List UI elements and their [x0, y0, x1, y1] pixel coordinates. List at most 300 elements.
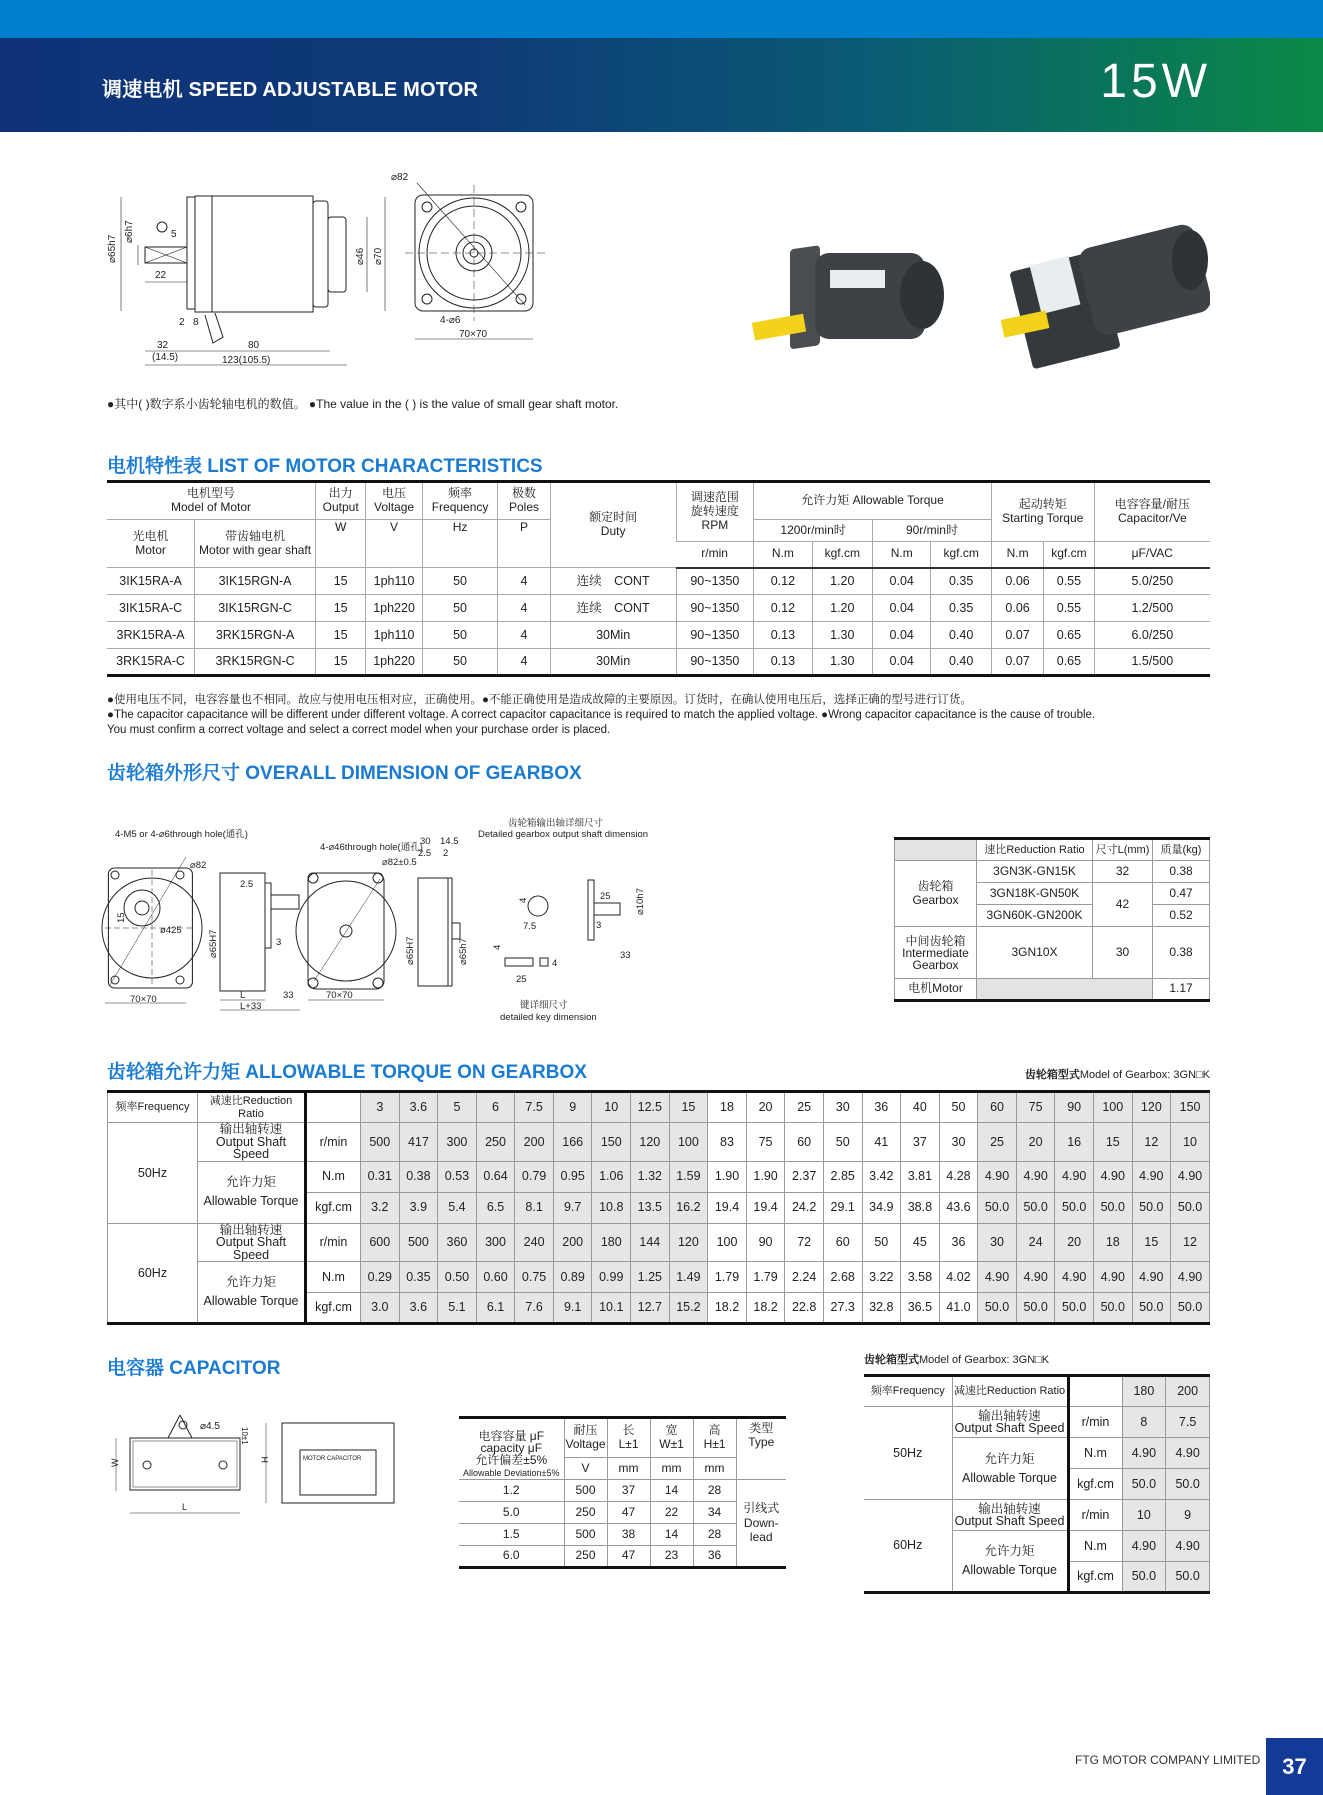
value-cell: 300 [476, 1223, 515, 1262]
table-cell: 0.35 [931, 568, 991, 595]
table-cell: 0.40 [931, 649, 991, 676]
intermediate-label: 中间齿轮箱 Intermediate Gearbox [895, 927, 977, 979]
label-25: 25 [600, 891, 611, 902]
value-cell: 2.37 [785, 1161, 824, 1192]
ratio-header-cell: 15 [669, 1092, 708, 1123]
label-hole1: 4-M5 or 4-⌀6through hole(通孔) [115, 829, 248, 840]
value-cell: 4.90 [1122, 1531, 1166, 1562]
value-cell: 0.29 [361, 1262, 400, 1293]
table-row [108, 1262, 1210, 1293]
table-cell: 0.07 [991, 649, 1043, 676]
header-voltage: 耐压 Voltage [564, 1418, 607, 1458]
table-cell: 15 [316, 568, 366, 595]
table-cell: 3RK15RGN-A [195, 622, 316, 649]
value-cell: 0.64 [476, 1161, 515, 1192]
table-cell: 36 [693, 1546, 736, 1568]
length-cell: 30 [1093, 927, 1153, 979]
mass-cell: 0.52 [1153, 905, 1210, 927]
ratio-header-cell: 30 [823, 1092, 862, 1123]
note-en-1: ●The capacitor capacitance will be different under different voltage. A correct capacitor capacitance is required to match the applied voltage. ●Wrong capacitor capacitance is the cause of trouble. [107, 709, 1096, 721]
header-capacity-text: 电容容量 μF capacity μF 允许偏差±5% [475, 1429, 548, 1467]
value-cell: 30 [978, 1223, 1017, 1262]
allowable-torque-table-extra [864, 1374, 1210, 1594]
ratio-header-cell: 9 [553, 1092, 592, 1123]
header-kg: 质量(kg) [1153, 839, 1210, 861]
value-cell: 4.90 [978, 1161, 1017, 1192]
page-title: 调速电机 SPEED ADJUSTABLE MOTOR [102, 79, 479, 101]
value-cell: 22.8 [785, 1293, 824, 1324]
value-cell: 50.0 [1132, 1293, 1171, 1324]
unit-cell: r/min [1068, 1500, 1122, 1531]
table-cell: 1ph220 [366, 595, 422, 622]
value-cell: 60 [785, 1123, 824, 1162]
table-cell: 50 [422, 622, 498, 649]
label-shaft-en: Detailed gearbox output shaft dimension [478, 829, 649, 840]
header-L: 尺寸L(mm) [1093, 839, 1153, 861]
value-cell: 2.24 [785, 1262, 824, 1293]
label-3b: 3 [596, 920, 602, 931]
table-cell: 500 [564, 1524, 607, 1546]
dim-2: 2 [179, 317, 185, 328]
section-title-capacitor: 电容器 CAPACITOR [107, 1358, 281, 1379]
value-cell: 50.0 [1122, 1562, 1166, 1593]
table-row [108, 1223, 1210, 1262]
value-cell: 29.1 [823, 1192, 862, 1223]
value-cell: 4.90 [1166, 1438, 1210, 1469]
header-duty: 额定时间 Duty [550, 482, 676, 568]
table-row [107, 595, 1210, 622]
unit-cell: N.m [1068, 1438, 1122, 1469]
label-d4-5: ⌀4.5 [200, 1421, 220, 1432]
table-cell: 1ph110 [366, 622, 422, 649]
table-cell: 0.12 [754, 568, 812, 595]
table-cell: 50 [422, 649, 498, 676]
table-row [108, 1123, 1210, 1162]
value-cell: 0.95 [553, 1161, 592, 1192]
motor-drawing-note: ●其中( )数字系小齿轮轴电机的数值。 ●The value in the ( ) is the value of small gear shaft motor. [107, 397, 619, 411]
unit-cell: r/min [306, 1223, 361, 1262]
dim-d65h7: ⌀65h7 [107, 234, 118, 263]
frequency-label: 50Hz [864, 1407, 952, 1500]
value-cell: 120 [631, 1123, 670, 1162]
gearbox-dimension-drawing [100, 815, 880, 1030]
unit-kgfcm: kgf.cm [931, 542, 991, 568]
note-cn: ●使用电压不同，电容容量也不相同。故应与使用电压相对应，正确使用。●不能正确使用是造成故障的主要原因。订货时，在确认使用电压后，选择正确的型号进行订货。 [107, 694, 972, 706]
value-cell: 5.4 [438, 1192, 477, 1223]
table-cell: 47 [607, 1546, 650, 1568]
table-cell: 38 [607, 1524, 650, 1546]
label-key-cn: 键详细尺寸 [520, 1000, 568, 1011]
value-cell: 18.2 [708, 1293, 747, 1324]
value-cell: 83 [708, 1123, 747, 1162]
value-cell: 0.35 [399, 1262, 438, 1293]
label-10: 10±1 [240, 1427, 249, 1445]
mass-cell: 0.38 [1153, 927, 1210, 979]
value-cell: 20 [1055, 1223, 1094, 1262]
flange [187, 197, 195, 309]
value-cell: 1.90 [746, 1161, 785, 1192]
value-cell: 4.90 [1122, 1438, 1166, 1469]
value-cell: 4.90 [1093, 1161, 1132, 1192]
table-cell: 0.40 [931, 622, 991, 649]
table-row [107, 622, 1210, 649]
page-number: 37 [1266, 1738, 1323, 1795]
ratio-cell: 3GN3K-GN15K [977, 861, 1093, 883]
table-cell: 0.12 [754, 595, 812, 622]
value-cell: 90 [746, 1223, 785, 1262]
unit-v: V [564, 1458, 607, 1480]
table-cell: 0.04 [873, 622, 931, 649]
table-cell: 0.35 [931, 595, 991, 622]
unit-w: W [316, 520, 366, 568]
unit-cell: N.m [1068, 1531, 1122, 1562]
table-cell: 3IK15RGN-A [195, 568, 316, 595]
value-cell: 50.0 [1171, 1293, 1210, 1324]
ratio-header-cell: 20 [746, 1092, 785, 1123]
table-cell: 0.55 [1044, 568, 1094, 595]
gear-motor-photo [1001, 222, 1210, 370]
label-w: W [110, 1458, 120, 1467]
ratio-header-cell: 36 [862, 1092, 901, 1123]
table-row [459, 1480, 786, 1502]
value-cell: 9 [1166, 1500, 1210, 1531]
value-cell: 1.49 [669, 1262, 708, 1293]
header-type: 类型 Type [736, 1418, 786, 1480]
section-title-motor-characteristics: 电机特性表 LIST OF MOTOR CHARACTERISTICS [107, 456, 543, 477]
length-cell: 42 [1093, 883, 1153, 927]
table-cell: 0.13 [754, 649, 812, 676]
length-cell: 32 [1093, 861, 1153, 883]
speed-label: 输出轴转速 Output Shaft Speed [952, 1407, 1068, 1438]
table-cell: 0.13 [754, 622, 812, 649]
ratio-header-cell: 3.6 [399, 1092, 438, 1123]
value-cell: 4.90 [1055, 1262, 1094, 1293]
value-cell: 50.0 [1055, 1293, 1094, 1324]
value-cell: 4.90 [1171, 1161, 1210, 1192]
section-title-allowable-torque: 齿轮箱允许力矩 ALLOWABLE TORQUE ON GEARBOX [107, 1062, 587, 1083]
label-33b: 33 [620, 950, 631, 961]
value-cell: 250 [476, 1123, 515, 1162]
unit-cell: r/min [1068, 1407, 1122, 1438]
value-cell: 0.60 [476, 1262, 515, 1293]
table-cell: 3IK15RA-A [107, 568, 195, 595]
label-30: 30 [420, 836, 431, 847]
value-cell: 3.6 [399, 1293, 438, 1324]
value-cell: 150 [592, 1123, 631, 1162]
value-cell: 4.28 [939, 1161, 978, 1192]
motor-body [195, 196, 313, 312]
value-cell: 4.90 [1093, 1262, 1132, 1293]
value-cell: 12 [1132, 1123, 1171, 1162]
table-cell: 4 [498, 568, 550, 595]
value-cell: 20 [1016, 1123, 1055, 1162]
table-cell: 3IK15RA-C [107, 595, 195, 622]
table-cell: 90~1350 [676, 622, 754, 649]
value-cell: 300 [438, 1123, 477, 1162]
value-cell: 15.2 [669, 1293, 708, 1324]
table-cell: 50 [422, 568, 498, 595]
table-cell: 1.30 [812, 622, 872, 649]
header-banner [0, 38, 1323, 132]
label-2-5: 2.5 [240, 879, 254, 890]
value-cell: 43.6 [939, 1192, 978, 1223]
value-cell: 9.7 [553, 1192, 592, 1223]
table-row [864, 1407, 1210, 1438]
table-cell: 0.06 [991, 595, 1043, 622]
ratio-header-cell: 25 [785, 1092, 824, 1123]
unit-cell: N.m [306, 1262, 361, 1293]
ratio-header-cell: 200 [1166, 1376, 1210, 1407]
value-cell: 8.1 [515, 1192, 554, 1223]
label-3: 3 [276, 937, 282, 948]
mass-cell: 0.47 [1153, 883, 1210, 905]
value-cell: 38.8 [901, 1192, 940, 1223]
ratio-header-cell: 18 [708, 1092, 747, 1123]
ratio-cell: 3GN60K-GN200K [977, 905, 1093, 927]
value-cell: 50.0 [978, 1293, 1017, 1324]
value-cell: 50.0 [1093, 1293, 1132, 1324]
value-cell: 32.8 [862, 1293, 901, 1324]
frequency-label: 50Hz [108, 1123, 198, 1224]
value-cell: 15 [1093, 1123, 1132, 1162]
value-cell: 1.90 [708, 1161, 747, 1192]
label-l: L [182, 1502, 188, 1512]
value-cell: 16 [1055, 1123, 1094, 1162]
value-cell: 4.90 [1016, 1161, 1055, 1192]
ratio-header-cell: 7.5 [515, 1092, 554, 1123]
table-cell: 6.0 [459, 1546, 564, 1568]
table-cell: 500 [564, 1480, 607, 1502]
value-cell: 4.90 [1016, 1262, 1055, 1293]
value-cell: 600 [361, 1223, 400, 1262]
ratio-header-cell: 90 [1055, 1092, 1094, 1123]
table-cell: 1.5 [459, 1524, 564, 1546]
table-cell: 1.20 [812, 595, 872, 622]
label-key-4: 4 [518, 897, 529, 903]
table-cell: 250 [564, 1546, 607, 1568]
table-cell: 23 [650, 1546, 693, 1568]
table-row [864, 1376, 1210, 1407]
label-d65H7: ⌀65H7 [208, 929, 219, 958]
table-cell: 5.0/250 [1094, 568, 1210, 595]
header-90: 90r/min时 [873, 520, 992, 542]
frequency-label: 60Hz [108, 1223, 198, 1324]
dim-80: 80 [248, 340, 260, 351]
value-cell: 4.90 [1166, 1531, 1210, 1562]
unit-rmin: r/min [676, 542, 754, 568]
dim-32: 32 [157, 340, 169, 351]
table-cell: 1.20 [812, 568, 872, 595]
value-cell: 0.79 [515, 1161, 554, 1192]
value-cell: 50.0 [978, 1192, 1017, 1223]
value-cell: 200 [553, 1223, 592, 1262]
model-note-text: Model of Gearbox: 3GN□K [919, 1354, 1050, 1366]
value-cell: 12.7 [631, 1293, 670, 1324]
label-15: 15 [116, 912, 127, 923]
motor-dimension-drawing [95, 165, 545, 370]
motor-characteristics-table [107, 480, 1210, 677]
ratio-header-cell: 6 [476, 1092, 515, 1123]
table-cell: 28 [693, 1524, 736, 1546]
value-cell: 72 [785, 1223, 824, 1262]
value-cell: 1.06 [592, 1161, 631, 1192]
unit-kgfcm: kgf.cm [812, 542, 872, 568]
table-cell: 6.0/250 [1094, 622, 1210, 649]
value-cell: 0.50 [438, 1262, 477, 1293]
corner-cell [895, 839, 977, 861]
value-cell: 360 [438, 1223, 477, 1262]
label-d425: ø425 [160, 925, 182, 936]
value-cell: 0.38 [399, 1161, 438, 1192]
table-cell: 15 [316, 595, 366, 622]
table-cell: 5.0 [459, 1502, 564, 1524]
value-cell: 37 [901, 1123, 940, 1162]
label-70x70-b: 70×70 [326, 990, 353, 1001]
capacitor-drawing [100, 1415, 400, 1525]
value-cell: 3.81 [901, 1161, 940, 1192]
unit-cell: kgf.cm [1068, 1469, 1122, 1500]
mass-cell: 0.38 [1153, 861, 1210, 883]
product-photos [750, 215, 1210, 375]
value-cell: 1.79 [708, 1262, 747, 1293]
value-cell: 500 [399, 1223, 438, 1262]
value-cell: 5.1 [438, 1293, 477, 1324]
table-row [108, 1161, 1210, 1192]
table-cell: 28 [693, 1480, 736, 1502]
value-cell: 50.0 [1093, 1192, 1132, 1223]
value-cell: 0.53 [438, 1161, 477, 1192]
unit-mm: mm [607, 1458, 650, 1480]
value-cell: 36 [939, 1223, 978, 1262]
value-cell: 6.5 [476, 1192, 515, 1223]
value-cell: 1.79 [746, 1262, 785, 1293]
ratio-header-cell: 100 [1093, 1092, 1132, 1123]
header-unit-blank [1068, 1376, 1122, 1407]
value-cell: 41 [862, 1123, 901, 1162]
speed-label: 输出轴转速 Output Shaft Speed [952, 1500, 1068, 1531]
label-2-5b: 2.5 [418, 848, 432, 859]
empty-shaded [977, 979, 1153, 1001]
value-cell: 3.0 [361, 1293, 400, 1324]
value-cell: 166 [553, 1123, 592, 1162]
value-cell: 4.90 [1171, 1262, 1210, 1293]
value-cell: 10 [1122, 1500, 1166, 1531]
table-row [864, 1500, 1210, 1531]
dim-123: 123(105.5) [222, 355, 271, 366]
table-cell: 连续 CONT [550, 595, 676, 622]
unit-kgfcm: kgf.cm [1044, 542, 1094, 568]
table-cell: 3RK15RA-A [107, 622, 195, 649]
note-en-2: You must confirm a correct voltage and select a correct model when your purchase order is placed. [107, 724, 611, 736]
ratio-header-cell: 5 [438, 1092, 477, 1123]
value-cell: 50.0 [1055, 1192, 1094, 1223]
label-key-en: detailed key dimension [500, 1012, 597, 1023]
table-cell: 1.2/500 [1094, 595, 1210, 622]
value-cell: 50.0 [1132, 1192, 1171, 1223]
table-cell: 1ph110 [366, 568, 422, 595]
value-cell: 50.0 [1171, 1192, 1210, 1223]
value-cell: 500 [361, 1123, 400, 1162]
table-cell: 22 [650, 1502, 693, 1524]
header-1200: 1200r/min时 [754, 520, 873, 542]
value-cell: 50.0 [1016, 1293, 1055, 1324]
value-cell: 100 [708, 1223, 747, 1262]
value-cell: 50 [823, 1123, 862, 1162]
dim-70x70: 70×70 [459, 329, 488, 340]
capacitor-table [459, 1416, 786, 1569]
table-cell: 0.04 [873, 649, 931, 676]
label-70x70-a: 70×70 [130, 994, 157, 1005]
header-capacitor: 电容容量/耐压 Capacitor/Ve [1094, 482, 1210, 542]
value-cell: 13.5 [631, 1192, 670, 1223]
value-cell: 50.0 [1016, 1192, 1055, 1223]
table-cell: 14 [650, 1524, 693, 1546]
dim-5: 5 [171, 229, 177, 240]
value-cell: 19.4 [708, 1192, 747, 1223]
value-cell: 3.58 [901, 1262, 940, 1293]
model-note-bold: 齿轮箱型式 [1024, 1069, 1080, 1081]
label-33: 33 [283, 990, 294, 1001]
value-cell: 4.90 [1132, 1161, 1171, 1192]
ratio-header-cell: 40 [901, 1092, 940, 1123]
value-cell: 9.1 [553, 1293, 592, 1324]
header-frequency: 频率 Frequency [422, 482, 498, 520]
unit-hz: Hz [422, 520, 498, 568]
table-cell: 0.04 [873, 568, 931, 595]
value-cell: 417 [399, 1123, 438, 1162]
value-cell: 10.8 [592, 1192, 631, 1223]
header-frequency: 频率Frequency [108, 1092, 198, 1123]
value-cell: 0.75 [515, 1262, 554, 1293]
value-cell: 41.0 [939, 1293, 978, 1324]
label-2: 2 [443, 848, 449, 859]
dim-4-d6: 4-⌀6 [440, 315, 461, 326]
dim-14-5: (14.5) [152, 352, 179, 363]
header-ratio: 速比Reduction Ratio [977, 839, 1093, 861]
header-unit-blank [306, 1092, 361, 1123]
header-starting-torque: 起动转矩 Starting Torque [991, 482, 1094, 542]
torque-label: 允许力矩 Allowable Torque [198, 1161, 306, 1223]
value-cell: 240 [515, 1223, 554, 1262]
label-key-4b: 4 [492, 944, 503, 950]
ratio-header-cell: 60 [978, 1092, 1017, 1123]
value-cell: 60 [823, 1223, 862, 1262]
ratio-header-cell: 180 [1122, 1376, 1166, 1407]
value-cell: 8 [1122, 1407, 1166, 1438]
table-cell: 3IK15RGN-C [195, 595, 316, 622]
value-cell: 15 [1132, 1223, 1171, 1262]
ratio-header-cell: 10 [592, 1092, 631, 1123]
table-cell: 3RK15RA-C [107, 649, 195, 676]
value-cell: 120 [669, 1223, 708, 1262]
label-key-4c: 4 [552, 958, 558, 969]
value-cell: 0.89 [553, 1262, 592, 1293]
unit-v: V [366, 520, 422, 568]
table-cell: 1.5/500 [1094, 649, 1210, 676]
dim-d70: ⌀70 [373, 247, 384, 265]
value-cell: 50 [862, 1223, 901, 1262]
value-cell: 50.0 [1166, 1469, 1210, 1500]
table-cell: 1ph220 [366, 649, 422, 676]
table-cell: 47 [607, 1502, 650, 1524]
label-d82: ⌀82 [190, 860, 207, 871]
value-cell: 200 [515, 1123, 554, 1162]
ratio-cell: 3GN18K-GN50K [977, 883, 1093, 905]
value-cell: 2.68 [823, 1262, 862, 1293]
table-cell: 30Min [550, 622, 676, 649]
table-cell: 1.30 [812, 649, 872, 676]
unit-capacitor: μF/VAC [1094, 542, 1210, 568]
